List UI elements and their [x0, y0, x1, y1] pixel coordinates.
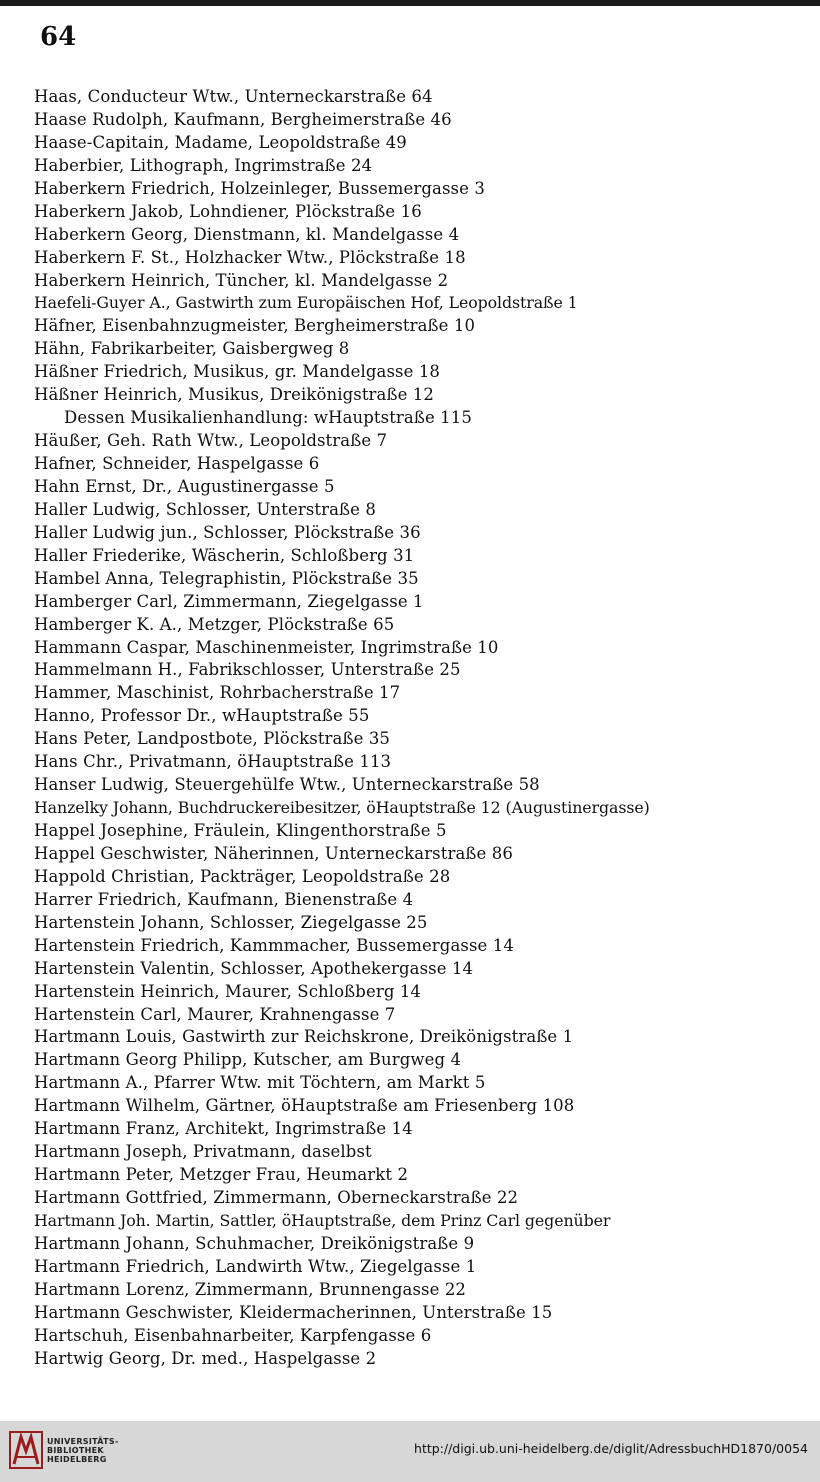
library-seal-icon	[9, 1431, 43, 1469]
directory-entry: Hartenstein Heinrich, Maurer, Schloßberg 14	[34, 981, 422, 1001]
directory-entry-continuation: Dessen Musikalienhandlung: wHauptstraße 115	[64, 408, 472, 428]
directory-entry: Hartmann Franz, Architekt, Ingrimstraße 14	[34, 1119, 413, 1139]
directory-entry: Haase Rudolph, Kaufmann, Bergheimerstraße 46	[34, 109, 452, 129]
page-number: 64	[40, 22, 77, 52]
directory-entry: Hartmann Geschwister, Kleidermacherinnen, Unterstraße 15	[34, 1302, 553, 1322]
directory-entry: Happel Geschwister, Näherinnen, Unterneckarstraße 86	[34, 843, 513, 863]
logo-line: UNIVERSITÄTS-	[47, 1437, 119, 1446]
library-logo-text	[47, 1437, 119, 1464]
directory-entry: Haase-Capitain, Madame, Leopoldstraße 49	[34, 132, 407, 152]
directory-entry: Hambel Anna, Telegraphistin, Plöckstraße 35	[34, 568, 419, 588]
directory-entry: Hartmann Wilhelm, Gärtner, öHauptstraße am Friesenberg 108	[34, 1096, 575, 1116]
directory-entry: Harrer Friedrich, Kaufmann, Bienenstraße 4	[34, 889, 414, 909]
directory-entries	[34, 86, 804, 1371]
directory-entry: Haberkern Friedrich, Holzeinleger, Bussemergasse 3	[34, 178, 485, 198]
directory-entry: Haberkern Heinrich, Tüncher, kl. Mandelgasse 2	[34, 270, 449, 290]
directory-entry: Haller Ludwig jun., Schlosser, Plöckstraße 36	[34, 522, 421, 542]
directory-entry: Haberkern Jakob, Lohndiener, Plöckstraße 16	[34, 201, 422, 221]
directory-entry: Hafner, Schneider, Haspelgasse 6	[34, 454, 320, 473]
directory-entry: Happel Josephine, Fräulein, Klingenthorstraße 5	[34, 821, 447, 840]
directory-entry: Hartenstein Carl, Maurer, Krahnengasse 7	[34, 1004, 396, 1024]
directory-entry: Häßner Heinrich, Musikus, Dreikönigstraße 12	[34, 385, 435, 405]
directory-entry: Hamberger Carl, Zimmermann, Ziegelgasse 1	[34, 591, 424, 611]
directory-entry: Hartenstein Friedrich, Kammmacher, Bussemergasse 14	[34, 935, 514, 955]
directory-entry: Hartmann Johann, Schuhmacher, Dreikönigstraße 9	[34, 1233, 475, 1253]
page-top-edge	[0, 0, 820, 6]
directory-entry: Haberkern F. St., Holzhacker Wtw., Plöckstraße 18	[34, 247, 466, 267]
library-logo	[9, 1431, 119, 1473]
directory-entry: Häußer, Geh. Rath Wtw., Leopoldstraße 7	[34, 431, 388, 451]
directory-entry: Haberbier, Lithograph, Ingrimstraße 24	[34, 155, 373, 175]
directory-entry: Hartmann A., Pfarrer Wtw. mit Töchtern, am Markt 5	[34, 1073, 486, 1093]
directory-entry: Hans Peter, Landpostbote, Plöckstraße 35	[34, 729, 391, 749]
directory-entry: Hartmann Lorenz, Zimmermann, Brunnengasse 22	[34, 1279, 467, 1299]
footer-bar	[0, 1421, 820, 1482]
directory-entry: Hartmann Peter, Metzger Frau, Heumarkt 2	[34, 1165, 409, 1185]
directory-entry: Hartmann Gottfried, Zimmermann, Oberneckarstraße 22	[34, 1188, 519, 1207]
directory-entry: Hartenstein Johann, Schlosser, Ziegelgasse 25	[34, 912, 428, 932]
directory-entry: Haller Friederike, Wäscherin, Schloßberg 31	[34, 545, 415, 565]
directory-entry: Happold Christian, Packträger, Leopoldstraße 28	[34, 866, 451, 886]
logo-line: HEIDELBERG	[47, 1455, 107, 1464]
directory-entry: Hartenstein Valentin, Schlosser, Apothekergasse 14	[34, 958, 474, 978]
logo-line: BIBLIOTHEK	[47, 1446, 104, 1455]
directory-entry: Hähn, Fabrikarbeiter, Gaisbergweg 8	[34, 339, 350, 359]
directory-entry: Hartmann Joh. Martin, Sattler, öHauptstraße, dem Prinz Carl gegenüber	[34, 1210, 611, 1230]
directory-entry: Hanser Ludwig, Steuergehülfe Wtw., Unterneckarstraße 58	[34, 775, 540, 795]
directory-entry: Hammer, Maschinist, Rohrbacherstraße 17	[34, 683, 401, 703]
directory-entry: Hartschuh, Eisenbahnarbeiter, Karpfengasse 6	[34, 1325, 432, 1345]
directory-entry: Haefeli-Guyer A., Gastwirth zum Europäischen Hof, Leopoldstraße 1	[34, 293, 578, 313]
directory-entry: Hartmann Friedrich, Landwirth Wtw., Ziegelgasse 1	[34, 1256, 477, 1276]
directory-entry: Hartmann Joseph, Privatmann, daselbst	[34, 1142, 372, 1162]
directory-entry: Haas, Conducteur Wtw., Unterneckarstraße 64	[34, 87, 433, 106]
directory-entry: Hamberger K. A., Metzger, Plöckstraße 65	[34, 614, 395, 634]
directory-entry: Hartmann Georg Philipp, Kutscher, am Burgweg 4	[34, 1050, 462, 1070]
source-url-link[interactable]: http://digi.ub.uni-heidelberg.de/diglit/AdressbuchHD1870/0054	[414, 1441, 808, 1456]
directory-entry: Häßner Friedrich, Musikus, gr. Mandelgasse 18	[34, 362, 441, 382]
directory-entry: Hanzelky Johann, Buchdruckereibesitzer, öHauptstraße 12 (Augustinergasse)	[34, 798, 650, 818]
directory-entry: Hartwig Georg, Dr. med., Haspelgasse 2	[34, 1348, 377, 1368]
directory-entry: Haberkern Georg, Dienstmann, kl. Mandelgasse 4	[34, 224, 460, 244]
directory-entry: Hans Chr., Privatmann, öHauptstraße 113	[34, 752, 392, 772]
directory-entry: Hahn Ernst, Dr., Augustinergasse 5	[34, 476, 335, 496]
directory-entry: Hammann Caspar, Maschinenmeister, Ingrimstraße 10	[34, 637, 499, 657]
directory-entry: Haller Ludwig, Schlosser, Unterstraße 8	[34, 499, 376, 519]
directory-entry: Hanno, Professor Dr., wHauptstraße 55	[34, 706, 370, 726]
directory-entry: Hartmann Louis, Gastwirth zur Reichskrone, Dreikönigstraße 1	[34, 1027, 574, 1047]
directory-entry: Häfner, Eisenbahnzugmeister, Bergheimerstraße 10	[34, 316, 476, 336]
directory-entry: Hammelmann H., Fabrikschlosser, Unterstraße 25	[34, 660, 461, 680]
